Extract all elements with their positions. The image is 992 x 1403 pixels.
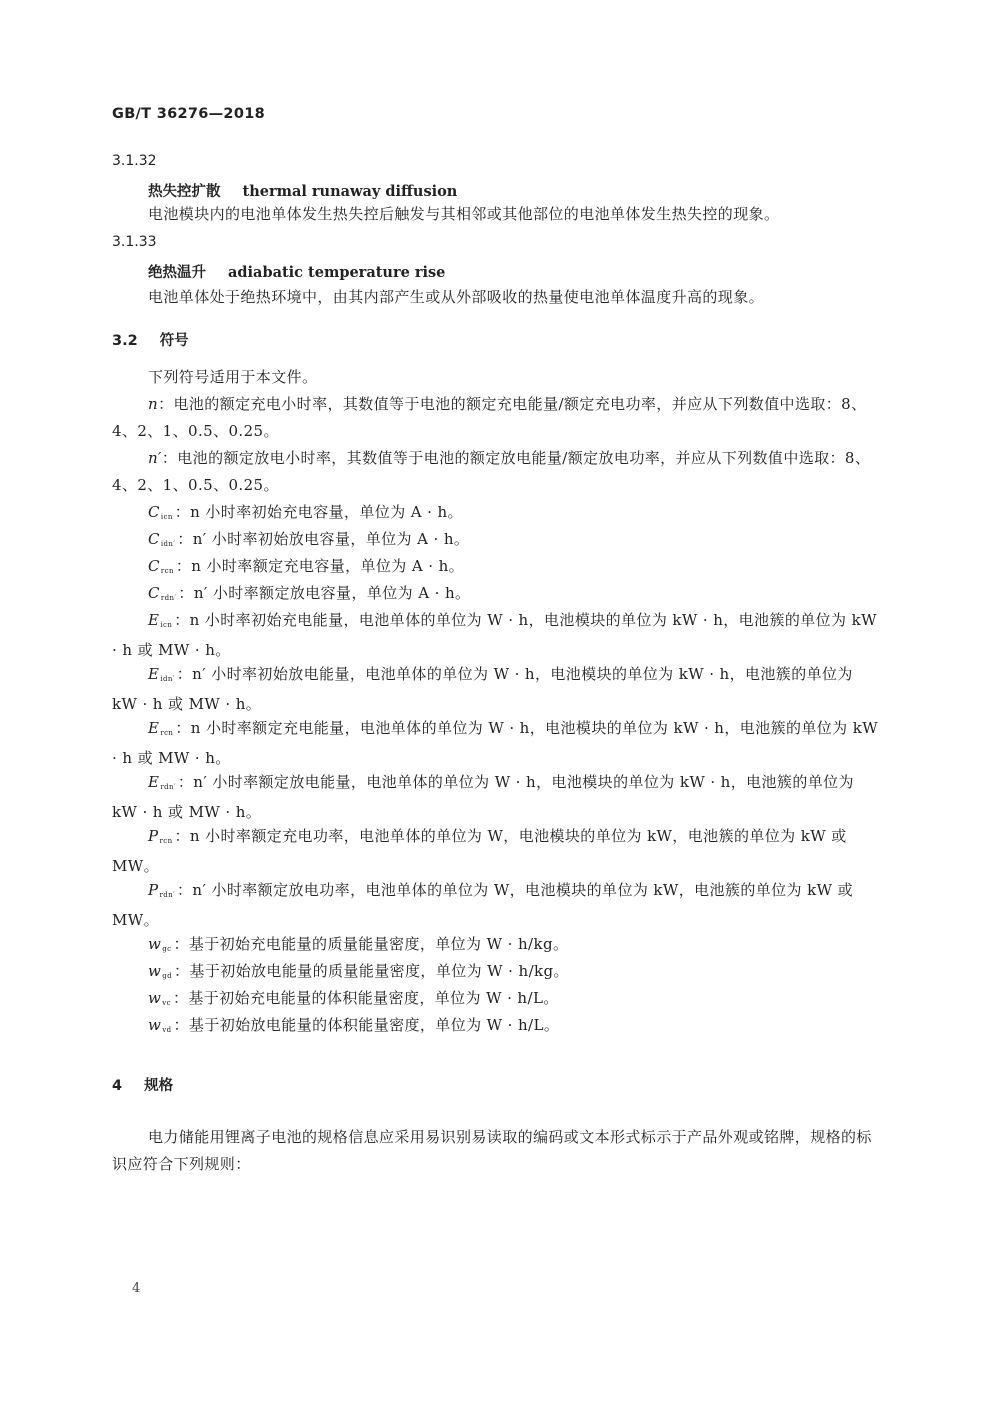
symbol-description: ：n 小时率额定充电功率，电池单体的单位为 W，电池模块的单位为 kW，电池簇的单位为 kW 或 MW。 <box>112 827 847 875</box>
symbol: w <box>148 962 162 980</box>
symbol-entry <box>112 877 882 934</box>
symbol: C <box>148 584 160 602</box>
symbol-subscript: idn′ <box>160 675 175 683</box>
symbol-entry <box>112 526 882 556</box>
term-definition: 电池模块内的电池单体发生热失控后触发与其相邻或其他部位的电池单体发生热失控的现象。 <box>148 205 780 223</box>
symbols-intro: 下列符号适用于本文件。 <box>148 368 318 386</box>
section-number: 4 <box>112 1078 123 1094</box>
symbol: C <box>148 503 160 521</box>
term-definition: 电池单体处于绝热环境中，由其内部产生或从外部吸收的热量使电池单体温度升高的现象。 <box>148 288 765 306</box>
symbol-entry <box>112 499 882 529</box>
symbol-subscript: rcn <box>159 837 173 845</box>
symbol-subscript: rdn′ <box>159 891 176 899</box>
symbol-subscript: gd <box>162 972 173 980</box>
symbol-entry <box>112 985 882 1015</box>
symbol-subscript: rdn′ <box>160 783 176 791</box>
symbol-description: ：基于初始放电能量的体积能量密度，单位为 W · h/L。 <box>173 1016 560 1034</box>
symbol: E <box>148 773 160 791</box>
symbol-description: ：电池的额定充电小时率，其数值等于电池的额定充电能量/额定充电功率，并应从下列数值中选取：8、4、2、1、0.5、0.25。 <box>112 395 867 440</box>
symbol: w <box>148 989 162 1007</box>
symbol-entry <box>112 958 882 988</box>
symbol-entry <box>112 1012 882 1042</box>
symbol-subscript: gc <box>162 945 172 953</box>
symbol: E <box>148 665 160 683</box>
section-number: 3.2 <box>112 333 138 349</box>
symbol-subscript: rcn <box>160 729 174 737</box>
symbol: w <box>148 1016 162 1034</box>
symbol: w <box>148 935 162 953</box>
symbol-description: ：基于初始充电能量的体积能量密度，单位为 W · h/L。 <box>172 989 559 1007</box>
symbol-entry <box>112 553 882 583</box>
clause-number: 3.1.32 <box>112 153 157 169</box>
section-heading <box>112 1074 173 1095</box>
symbol-description: ：n′ 小时率额定放电能量，电池单体的单位为 W · h，电池模块的单位为 kW · h，电池簇的单位为 kW · h 或 MW · h。 <box>112 773 854 821</box>
symbol: n <box>148 395 159 413</box>
section-heading <box>112 329 189 350</box>
symbol-subscript: icn <box>160 513 173 521</box>
symbol-entry <box>112 931 882 961</box>
term-en: adiabatic temperature rise <box>228 264 446 281</box>
term-en: thermal runaway diffusion <box>242 183 458 200</box>
symbol: P <box>148 827 159 845</box>
page-number: 4 <box>132 1281 141 1296</box>
symbol-description: ：n′ 小时率额定放电容量，单位为 A · h。 <box>178 584 471 602</box>
symbol: C <box>148 530 160 548</box>
term-heading <box>148 261 445 282</box>
section-title: 符号 <box>159 333 189 349</box>
symbol-description: ：n′ 小时率初始放电能量，电池单体的单位为 W · h，电池模块的单位为 kW · h，电池簇的单位为 kW · h 或 MW · h。 <box>112 665 853 713</box>
section-body: 电力储能用锂离子电池的规格信息应采用易识别易读取的编码或文本形式标示于产品外观或铭牌，规格的标识应符合下列规则： <box>112 1128 872 1173</box>
symbol-entry <box>112 769 882 826</box>
symbol: P <box>148 881 159 899</box>
symbol-entry <box>112 445 882 499</box>
clause-number: 3.1.33 <box>112 234 157 250</box>
symbol-entry <box>112 580 882 610</box>
symbol-description: ：n 小时率额定充电能量，电池单体的单位为 W · h，电池模块的单位为 kW · h，电池簇的单位为 kW · h 或 MW · h。 <box>112 719 879 767</box>
term-zh: 热失控扩散 <box>148 184 221 200</box>
symbol: E <box>148 719 160 737</box>
symbol-subscript: rdn′ <box>160 594 177 602</box>
symbol-description: ：n′ 小时率额定放电功率，电池单体的单位为 W，电池模块的单位为 kW，电池簇的单位为 kW 或 MW。 <box>112 881 853 929</box>
symbol-entry <box>112 391 882 445</box>
symbol-entry <box>112 661 882 718</box>
section-title: 规格 <box>144 1078 174 1094</box>
symbol-subscript: vd <box>162 1026 172 1034</box>
symbol-description: ：n′ 小时率初始放电容量，单位为 A · h。 <box>177 530 470 548</box>
term-zh: 绝热温升 <box>148 265 206 281</box>
symbol-subscript: vc <box>162 999 171 1007</box>
standard-header: GB/T 36276—2018 <box>112 106 265 122</box>
symbol-entry <box>112 607 882 664</box>
symbol-description: ：n 小时率初始充电能量，电池单体的单位为 W · h，电池模块的单位为 kW · h，电池簇的单位为 kW · h 或 MW · h。 <box>112 611 877 659</box>
term-heading <box>148 180 457 201</box>
symbol-description: ：n 小时率额定充电容量，单位为 A · h。 <box>175 557 465 575</box>
symbol: n′ <box>148 449 162 467</box>
symbol-description: ：n 小时率初始充电容量，单位为 A · h。 <box>174 503 463 521</box>
symbol-subscript: idn′ <box>160 540 176 548</box>
symbol-description: ：基于初始充电能量的质量能量密度，单位为 W · h/kg。 <box>173 935 569 953</box>
symbol-description: ：电池的额定放电小时率，其数值等于电池的额定放电能量/额定放电功率，并应从下列数值中选取：8、4、2、1、0.5、0.25。 <box>112 449 871 494</box>
symbol-description: ：基于初始放电能量的质量能量密度，单位为 W · h/kg。 <box>174 962 569 980</box>
symbol-entry <box>112 823 882 880</box>
symbol: E <box>148 611 160 629</box>
symbol: C <box>148 557 160 575</box>
symbol-entry <box>112 715 882 772</box>
symbol-subscript: icn <box>160 621 173 629</box>
symbol-subscript: rcn <box>160 567 174 575</box>
